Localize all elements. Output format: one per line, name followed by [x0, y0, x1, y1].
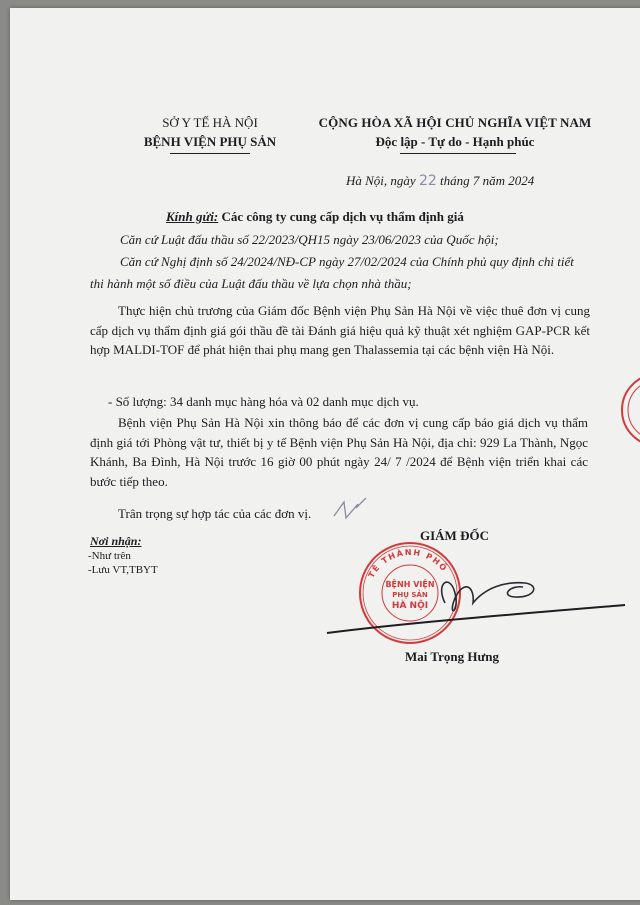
recipient-line [166, 208, 464, 226]
stamp-top-text: TÊ THÀNH PHỐ [366, 547, 450, 580]
date-suffix: tháng 7 năm 2024 [440, 173, 535, 188]
recipient-item-2: -Lưu VT,TBYT [88, 564, 158, 576]
handwritten-signature [325, 563, 635, 643]
legal-basis-1: Căn cứ Luật đấu thầu số 22/2023/QH15 ngày 23/06/2023 của Quốc hội; [120, 232, 499, 247]
recipients-title: Nơi nhận: [90, 534, 142, 548]
hospital-name: BỆNH VIỆN PHỤ SẢN [143, 134, 277, 149]
document-page [10, 8, 640, 900]
recipient-label: Kính gửi: [166, 209, 219, 224]
stamp-line-3: HÀ NỘI [391, 601, 429, 611]
date-line [346, 172, 534, 190]
national-title: CỘNG HÒA XÃ HỘI CHỦ NGHĨA VIỆT NAM [318, 115, 592, 130]
national-motto: Độc lập - Tự do - Hạnh phúc [375, 134, 535, 149]
signer-position: GIÁM ĐỐC [420, 528, 489, 543]
quantity-bullet: - Số lượng: 34 danh mục hàng hóa và 02 danh mục dịch vụ. [108, 394, 419, 409]
stamp-line-1: BỆNH VIỆN [385, 580, 435, 589]
body-paragraph-2: Bệnh viện Phụ Sản Hà Nội xin thông báo để các đơn vị cung cấp báo giá dịch vụ thẩm định giá tới Phòng vật tư, thiết bị y tế Bệnh viện Phụ Sản Hà Nội, địa chỉ: 929 La Thành, Ngọc Khánh, Ba Đình, Hà Nội trước 16 giờ 00 phút ngày 24/ 7 /2024 để Bệnh viện triển khai các bước tiếp theo. [90, 415, 588, 489]
hospital-underline [170, 153, 250, 154]
legal-basis-2: Căn cứ Nghị định số 24/2024/NĐ-CP ngày 27/02/2024 của Chính phủ quy định chi tiết [120, 254, 574, 269]
department-name: SỞ Y TẾ HÀ NỘI [162, 115, 258, 130]
date-prefix: Hà Nội, ngày [346, 173, 416, 188]
motto-underline [400, 153, 516, 154]
initial-mark [330, 494, 370, 524]
signer-name: Mai Trọng Hưng [405, 649, 499, 664]
recipient-item-1: -Như trên [88, 550, 131, 562]
body-paragraph-1: Thực hiện chủ trương của Giám đốc Bệnh viện Phụ Sản Hà Nội về việc thuê đơn vị cung cấp dịch vụ thẩm định giá gói thầu đề tài Đánh giá hiệu quả kỹ thuật xét nghiệm GAP-PCR kết hợp MALDI-TOF để phát hiện thai phụ mang gen Thalassemia tại các bệnh viện Hà Nội. [90, 303, 590, 357]
date-day: 22 [418, 173, 437, 189]
closing-line: Trân trọng sự hợp tác của các đơn vị. [118, 506, 312, 521]
recipient-text: Các công ty cung cấp dịch vụ thẩm định giá [221, 209, 464, 224]
edge-stamp-fragment [610, 370, 640, 450]
stamp-line-2: PHỤ SẢN [392, 591, 428, 599]
legal-basis-3: thi hành một số điều của Luật đấu thầu về lựa chọn nhà thầu; [90, 276, 412, 291]
